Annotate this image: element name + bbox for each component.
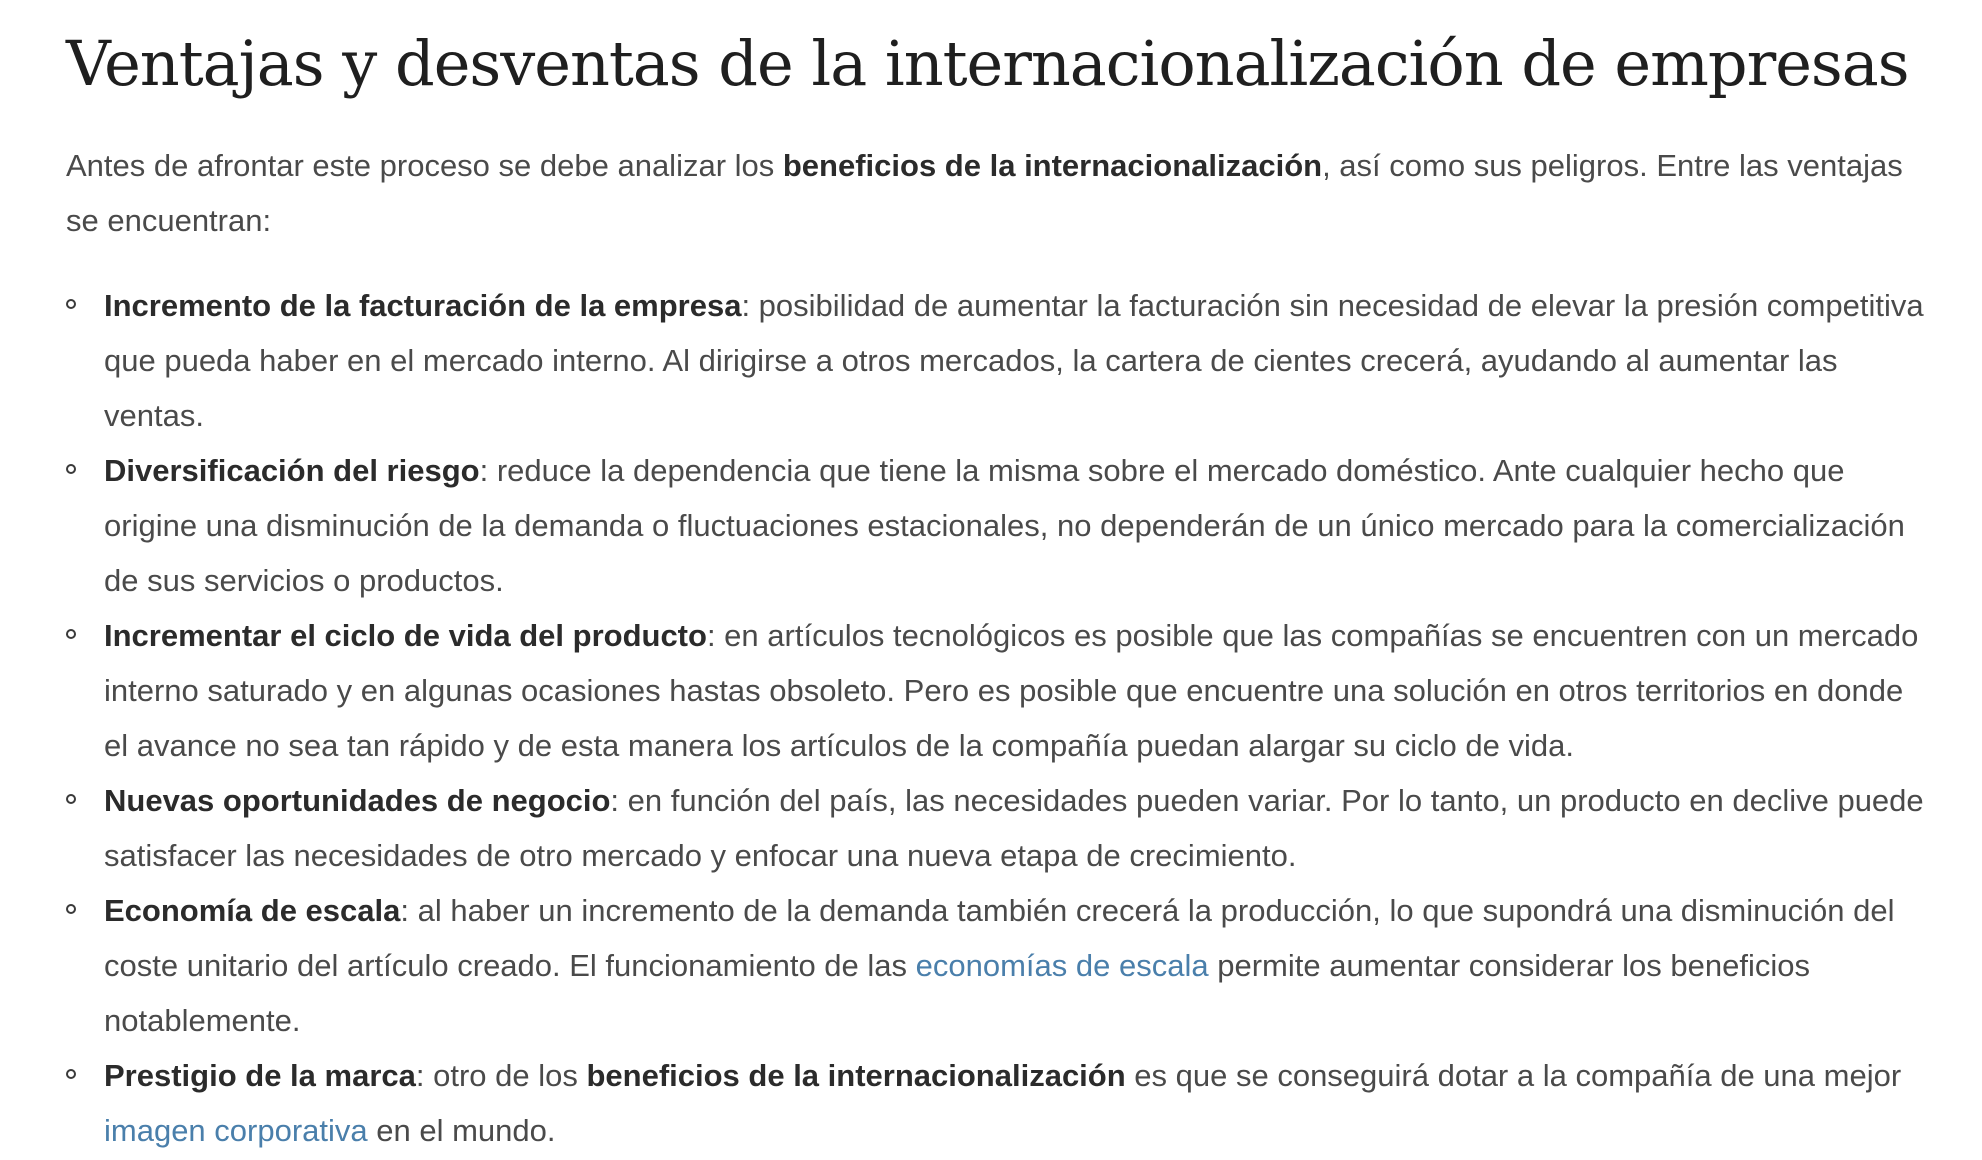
circle-bullet-icon (66, 464, 76, 474)
list-item-bold-text: beneficios de la internacionalización (586, 1058, 1126, 1093)
list-item-text-after: permite aumentar considerar los beneficios notablemente. (104, 948, 1810, 1038)
intro-text-after: , así como sus peligros. Entre las ventajas se encuentran: (66, 148, 1903, 238)
circle-bullet-icon (66, 1069, 76, 1079)
list-item-facturacion (66, 278, 1926, 443)
list-item-term: Diversificación del riesgo (104, 453, 480, 488)
list-item-text: : posibilidad de aumentar la facturación sin necesidad de elevar la presión competitiva que pueda haber en el mercado interno. Al dirigirse a otros mercados, la cartera de cientes crecerá, ayudando al aumentar las ventas. (104, 288, 1924, 433)
list-item-ciclo-vida (66, 608, 1926, 773)
list-item-riesgo (66, 443, 1926, 608)
circle-bullet-icon (66, 794, 76, 804)
list-item-text: : al haber un incremento de la demanda también crecerá la producción, lo que supondrá una disminución del coste unitario del artículo creado. El funcionamiento de las (104, 893, 1895, 983)
list-item-text-2: es que se conseguirá dotar a la compañía de una mejor (1125, 1058, 1902, 1093)
intro-paragraph (66, 138, 1926, 248)
advantages-list (66, 278, 1926, 1158)
article (66, 22, 1926, 1158)
list-item-text: : reduce la dependencia que tiene la misma sobre el mercado doméstico. Ante cualquier hecho que origine una disminución de la demanda o fluctuaciones estacionales, no dependerán de un único mercado para la comercialización de sus servicios o productos. (104, 453, 1905, 598)
list-item-term: Incremento de la facturación de la empresa (104, 288, 742, 323)
economias-de-escala-link[interactable]: economías de escala (915, 948, 1209, 983)
list-item-prestigio (66, 1048, 1926, 1158)
intro-bold-text: beneficios de la internacionalización (782, 148, 1323, 183)
intro-text-before: Antes de afrontar este proceso se debe analizar los (66, 148, 783, 183)
circle-bullet-icon (66, 629, 76, 639)
list-item-text: : en función del país, las necesidades pueden variar. Por lo tanto, un producto en declive puede satisfacer las necesidades de otro mercado y enfocar una nueva etapa de crecimiento. (104, 783, 1924, 873)
list-item-term: Economía de escala (104, 893, 401, 928)
list-item-text-after: en el mundo. (367, 1113, 556, 1148)
circle-bullet-icon (66, 904, 76, 914)
list-item-text: : en artículos tecnológicos es posible que las compañías se encuentren con un mercado interno saturado y en algunas ocasiones hastas obsoleto. Pero es posible que encuentre una solución en otros territorios en donde el avance no sea tan rápido y de esta manera los artículos de la compañía puedan alargar su ciclo de vida. (104, 618, 1919, 763)
list-item-term: Prestigio de la marca (104, 1058, 416, 1093)
list-item-term: Incrementar el ciclo de vida del producto (104, 618, 707, 653)
list-item-text: : otro de los (415, 1058, 587, 1093)
imagen-corporativa-link[interactable]: imagen corporativa (104, 1113, 368, 1148)
list-item-oportunidades (66, 773, 1926, 883)
article-title: Ventajas y desventas de la internacionalización de empresas (66, 27, 1909, 100)
list-item-term: Nuevas oportunidades de negocio (104, 783, 611, 818)
circle-bullet-icon (66, 299, 76, 309)
list-item-economia-escala (66, 883, 1926, 1048)
